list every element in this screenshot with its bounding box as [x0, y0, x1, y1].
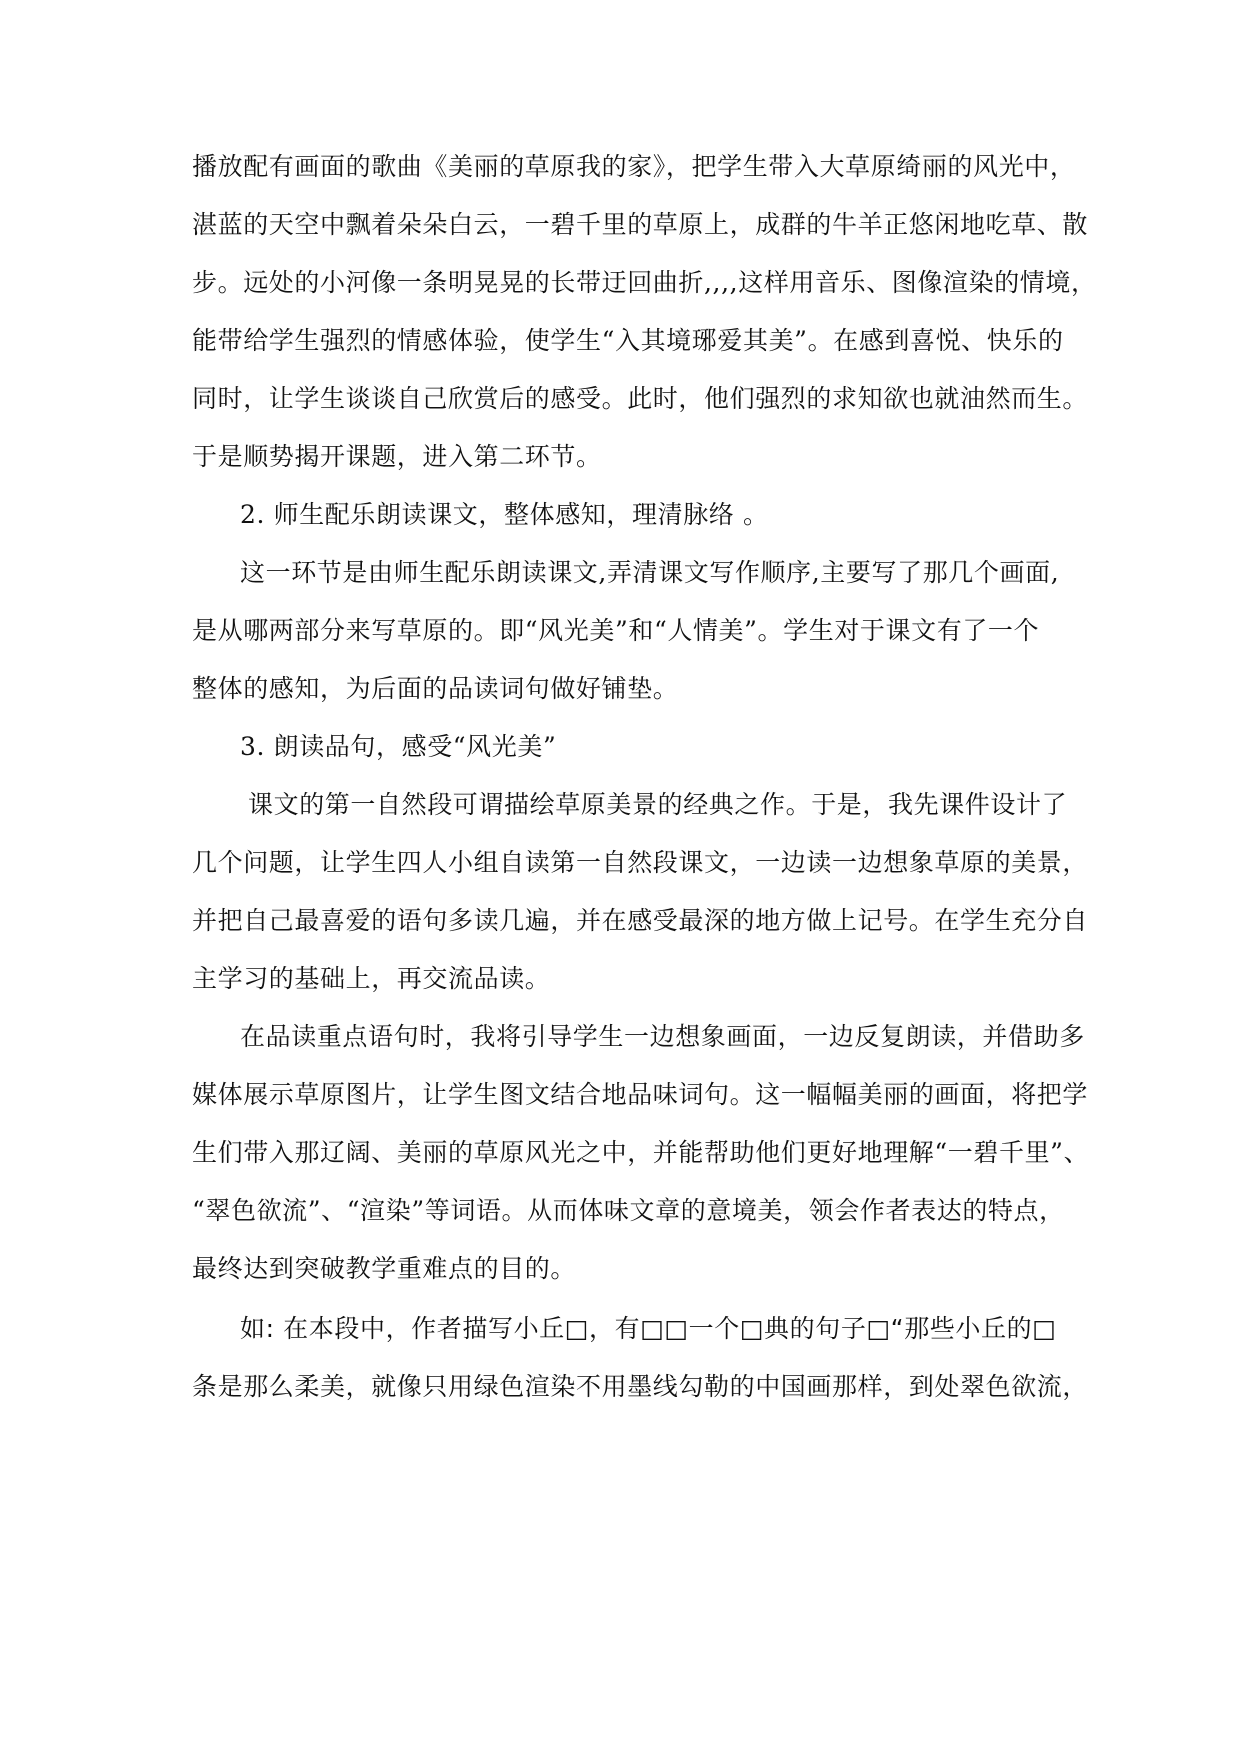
paragraph-line: 在品读重点语句时，我将引导学生一边想象画面，一边反复朗读，并借助多: [240, 1022, 1085, 1051]
paragraph-line: 最终达到突破教学重难点的目的。: [192, 1254, 577, 1283]
paragraph-line: 湛蓝的天空中飘着朵朵白云，一碧千里的草原上，成群的牛羊正悠闲地吃草、散: [192, 210, 1089, 239]
paragraph-line: 步。远处的小河像一条明晃晃的长带迂回曲折,,,,这样用音乐、图像渲染的情境，: [192, 268, 1097, 297]
section-heading: 2. 师生配乐朗读课文，整体感知，理清脉络 。: [240, 500, 769, 529]
paragraph-line: 能带给学生强烈的情感体验，使学生“入其境琊爱其美”。在感到喜悦、快乐的: [192, 326, 1064, 355]
paragraph-line: 于是顺势揭开课题，进入第二环节。: [192, 442, 602, 471]
paragraph-line: “翠色欲流”、“渲染”等词语。从而体味文章的意境美，领会作者表达的特点，: [192, 1196, 1065, 1225]
paragraph-line: 主学习的基础上，再交流品读。: [192, 964, 551, 993]
paragraph-line: 是从哪两部分来写草原的。即“风光美”和“人情美”。学生对于课文有了一个: [192, 616, 1040, 645]
paragraph-line: 这一环节是由师生配乐朗读课文,弄清课文写作顺序,主要写了那几个画面,: [240, 558, 1060, 587]
section-heading: 3. 朗读品句，感受“风光美”: [240, 732, 557, 761]
paragraph-line: 课文的第一自然段可谓描绘草原美景的经典之作。于是，我先课件设计了: [248, 790, 1068, 819]
paragraph-line: 播放配有画面的歌曲《美丽的草原我的家》，把学生带入大草原绮丽的风光中，: [192, 152, 1076, 181]
paragraph-line: 生们带入那辽阔、美丽的草原风光之中，并能帮助他们更好地理解“一碧千里”、: [192, 1138, 1090, 1167]
paragraph-line: 条是那么柔美，就像只用绿色渲染不用墨线勾勒的中国画那样，到处翠色欲流，: [192, 1372, 1089, 1401]
paragraph-line: 同时，让学生谈谈自己欣赏后的感受。此时，他们强烈的求知欲也就油然而生。: [192, 384, 1089, 413]
paragraph-line: 几个问题，让学生四人小组自读第一自然段课文，一边读一边想象草原的美景，: [192, 848, 1089, 877]
paragraph-line: 媒体展示草原图片，让学生图文结合地品味词句。这一幅幅美丽的画面，将把学: [192, 1080, 1089, 1109]
paragraph-line: 如: 在本段中，作者描写小丘□，有□□一个□典的句子□“那些小丘的□: [240, 1314, 1057, 1343]
paragraph-line: 并把自己最喜爱的语句多读几遍，并在感受最深的地方做上记号。在学生充分自: [192, 906, 1089, 935]
paragraph-line: 整体的感知，为后面的品读词句做好铺垫。: [192, 674, 679, 703]
